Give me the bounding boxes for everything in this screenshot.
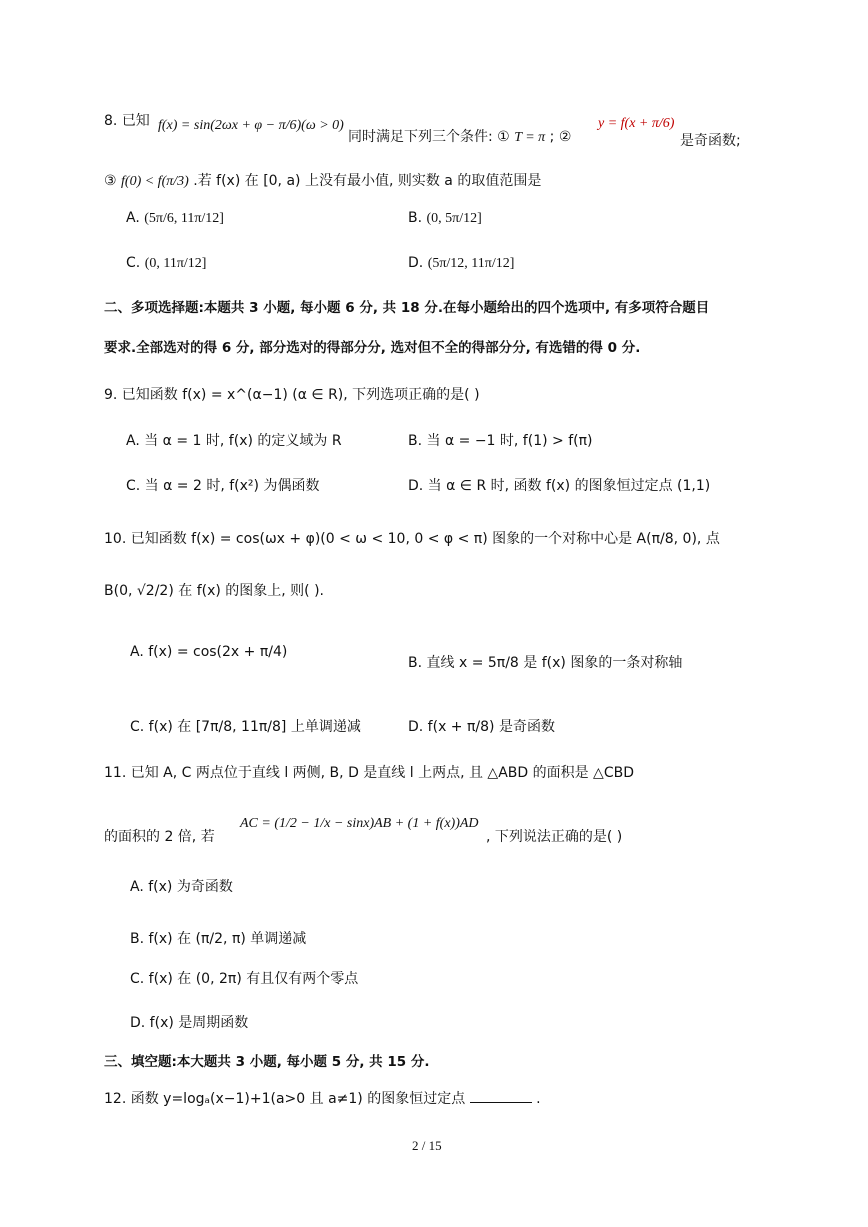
- section2-title-line2: 要求.全部选对的得 6 分, 部分选对的得部分分, 选对但不全的得部分分, 有选错的得 0 分.: [104, 340, 641, 356]
- q12-tail: .: [536, 1091, 541, 1107]
- q8-option-d-value: (5π/12, 11π/12]: [427, 256, 515, 271]
- q9-option-c: C. 当 α = 2 时, f(x²) 为偶函数: [126, 478, 320, 494]
- q8-option-a-value: (5π/6, 11π/12]: [144, 211, 224, 226]
- q11-stem-line2a: 的面积的 2 倍, 若: [104, 829, 215, 845]
- q8-option-d: D. (5π/12, 11π/12]: [408, 255, 515, 271]
- q8-c1-mark: ①: [497, 129, 510, 145]
- q8-c2: y = f(x + π/6): [598, 116, 675, 131]
- q12-stem: 12. 函数 y=logₐ(x−1)+1(a>0 且 a≠1) 的图象恒过定点: [104, 1091, 466, 1107]
- q11-option-c: C. f(x) 在 (0, 2π) 有且仅有两个零点: [130, 971, 359, 987]
- q12-line: [104, 1088, 541, 1108]
- q8-known: 已知: [121, 113, 150, 129]
- q8-mid: 同时满足下列三个条件:: [348, 129, 493, 145]
- q10-stem-line2: B(0, √2/2) 在 f(x) 的图象上, 则( ).: [104, 583, 325, 599]
- q8-conditions: 同时满足下列三个条件: ① T = π ; ②: [348, 129, 572, 145]
- section3-title: 三、填空题:本大题共 3 小题, 每小题 5 分, 共 15 分.: [104, 1054, 430, 1070]
- q10-option-a: A. f(x) = cos(2x + π/4): [130, 644, 288, 660]
- section2-title-line1: 二、多项选择题:本题共 3 小题, 每小题 6 分, 共 18 分.在每小题给出的四个选项中, 有多项符合题目: [104, 300, 710, 316]
- page-number: 2 / 15: [412, 1138, 442, 1153]
- q8-c2-tail: 是奇函数;: [680, 133, 741, 149]
- q11-vector-equation: AC = (1/2 − 1/x − sinx)AB + (1 + f(x))AD: [240, 816, 479, 831]
- q11-stem-line2b: , 下列说法正确的是( ): [486, 829, 623, 845]
- q8-option-c-value: (0, 11π/12]: [144, 256, 207, 271]
- q11-option-a: A. f(x) 为奇函数: [130, 879, 233, 895]
- q8-c1: T = π: [514, 130, 546, 145]
- q10-option-d: D. f(x + π/8) 是奇函数: [408, 719, 555, 735]
- q8-option-b: B. (0, 5π/12]: [408, 210, 482, 226]
- q8-function: f(x) = sin(2ωx + φ − π/6)(ω > 0): [158, 118, 344, 133]
- q10-option-c: C. f(x) 在 [7π/8, 11π/8] 上单调递减: [130, 719, 361, 735]
- q8-c3: f(0) < f(π/3): [121, 174, 189, 189]
- q8-option-c: C. (0, 11π/12]: [126, 255, 207, 271]
- q9-option-b: B. 当 α = −1 时, f(1) > f(π): [408, 433, 593, 449]
- q11-option-b: B. f(x) 在 (π/2, π) 单调递减: [130, 931, 307, 947]
- q11-stem-line2: [104, 826, 215, 846]
- q8-line2: [104, 170, 541, 190]
- q10-option-b: B. 直线 x = 5π/8 是 f(x) 图象的一条对称轴: [408, 655, 683, 671]
- q8-option-a: A. (5π/6, 11π/12]: [126, 210, 224, 226]
- q9-option-a: A. 当 α = 1 时, f(x) 的定义域为 R: [126, 433, 342, 449]
- q11-stem-line1: 11. 已知 A, C 两点位于直线 l 两侧, B, D 是直线 l 上两点, 且 △ABD 的面积是 △CBD: [104, 765, 634, 781]
- q11-option-d: D. f(x) 是周期函数: [130, 1015, 249, 1031]
- q8-line1: [104, 110, 150, 130]
- q8-c3-mark: ③: [104, 173, 117, 189]
- q8-line2-text: .若 f(x) 在 [0, a) 上没有最小值, 则实数 a 的取值范围是: [193, 173, 542, 189]
- q8-c2-mark: ②: [558, 129, 572, 145]
- q10-stem-line1: 10. 已知函数 f(x) = cos(ωx + φ)(0 < ω < 10, 0 < φ < π) 图象的一个对称中心是 A(π/8, 0), 点: [104, 531, 720, 547]
- q8-number: 8.: [104, 113, 118, 129]
- q9-option-d: D. 当 α ∈ R 时, 函数 f(x) 的图象恒过定点 (1,1): [408, 478, 711, 494]
- q8-option-b-value: (0, 5π/12]: [426, 211, 482, 226]
- q9-stem: 9. 已知函数 f(x) = x^(α−1) (α ∈ R), 下列选项正确的是( ): [104, 387, 480, 403]
- q12-answer-blank: [470, 1090, 532, 1103]
